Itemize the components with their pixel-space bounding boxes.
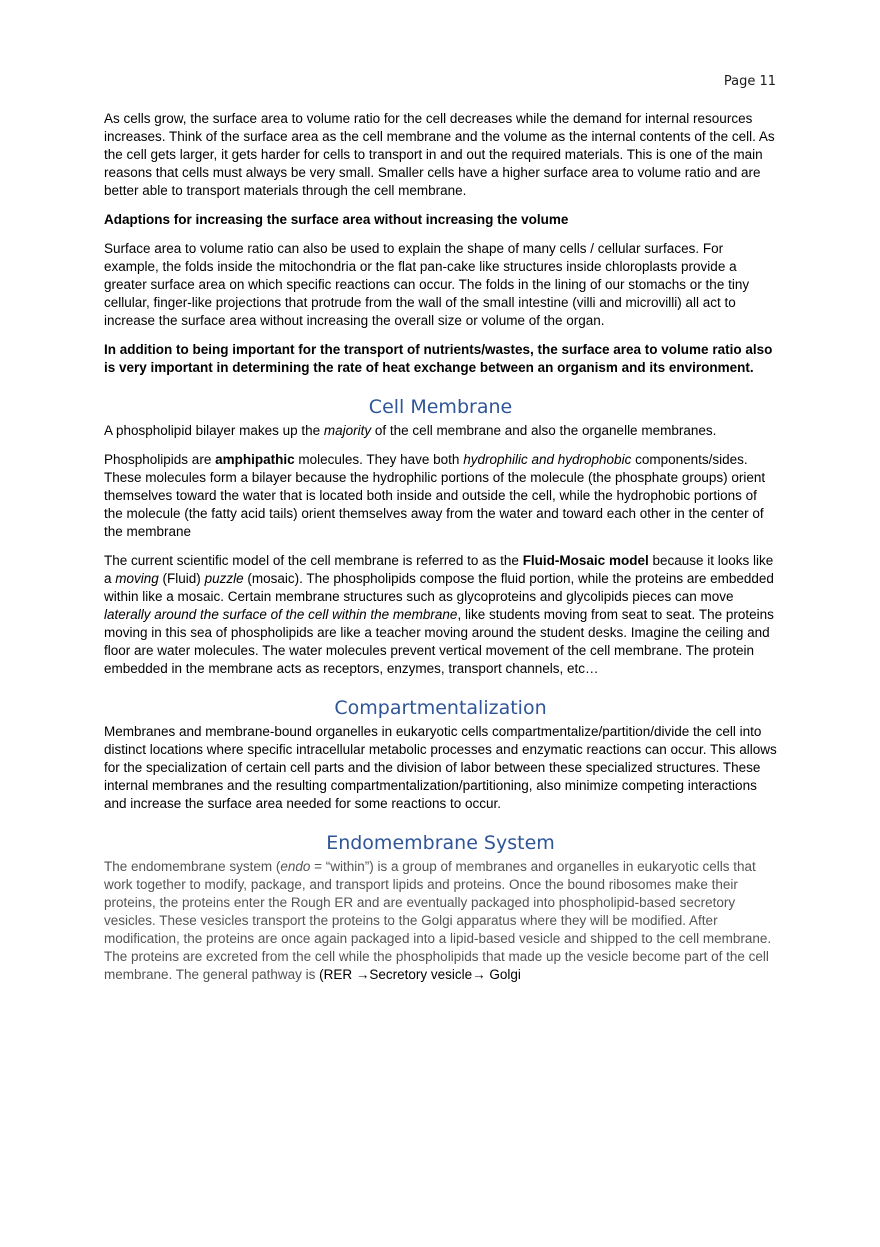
cell-membrane-title: Cell Membrane — [368, 396, 513, 418]
emphasis-majority: majority — [323, 423, 372, 438]
text-run: The current scientific model of the cell membrane is referred to as the — [104, 553, 523, 568]
text-run: = “within”) is a group of membranes and organelles in eukaryotic cells that work together to modify, package, and transport lipids and proteins. Once the bound ribosomes make their proteins, the proteins enter the Rough ER and are eventually packaged into phospholipid-based secretory vesicles. These vesicles transport the proteins to the Golgi apparatus where they will be modified. After modification, the proteins are once again packaged into a lipid-based vesicle and shipped to the cell membrane. The proteins are excreted from the cell while the phospholipids that made up the vesicle become part of the cell membrane. The general pathway is — [104, 859, 772, 982]
text-run: The endomembrane system ( — [104, 859, 281, 874]
emphasis-laterally: laterally around the surface of the cell within the membrane — [104, 607, 458, 622]
endomembrane-paragraph — [104, 858, 777, 984]
heat-exchange-paragraph: In addition to being important for the transport of nutrients/wastes, the surface area to volume ratio also is very important in determining the rate of heat exchange between an organism and its environment. — [104, 342, 773, 375]
amphipathic-paragraph — [104, 451, 777, 541]
text-run: components/sides. These molecules form a bilayer because the hydrophilic portions of the molecule (the phosphate groups) orient themselves toward the water that is located both inside and outside the cell, while the hydrophobic portions of the molecule (the fatty acid tails) orient themselves away from the water and toward each other in the center of the membrane — [104, 452, 766, 539]
text-run: because it looks like a — [104, 553, 774, 586]
text-run: molecules. They have both — [294, 452, 464, 467]
compartmentalization-title: Compartmentalization — [334, 697, 547, 719]
text-run: A phospholipid bilayer makes up the — [104, 423, 324, 438]
emphasis-moving: moving — [115, 571, 159, 586]
endomembrane-section — [104, 858, 777, 984]
emphasis-endo: endo — [280, 859, 311, 874]
emphasis-hydrophilic-hydrophobic: hydrophilic and hydrophobic — [463, 452, 632, 467]
endomembrane-title: Endomembrane System — [326, 832, 555, 854]
compartmentalization-paragraph: Membranes and membrane-bound organelles in eukaryotic cells compartmentalize/partition/divide the cell into distinct locations where specific intracellular metabolic processes and enzymatic reactions can occur. This allows for the specialization of certain cell parts and the division of labor between these specialized structures. These internal membranes and the resulting compartmentalization/partitioning, also minimize competing interactions and increase the surface area needed for some reactions to occur. — [104, 724, 777, 811]
fluid-mosaic-paragraph — [104, 552, 777, 678]
term-amphipathic: amphipathic — [215, 452, 295, 467]
text-run: , like students moving from seat to seat. The proteins moving in this sea of phospholipids are like a teacher moving around the student desks. Imagine the ceiling and floor are water molecules. The water molecules prevent vertical movement of the cell membrane. The protein embedded in the membrane acts as receptors, enzymes, transport channels, etc… — [104, 607, 774, 676]
text-run: of the cell membrane and also the organelle membranes. — [371, 423, 717, 438]
page-number: Page 11 — [723, 74, 776, 89]
page-content — [104, 110, 777, 995]
term-fluid-mosaic: Fluid-Mosaic model — [522, 553, 649, 568]
intro-paragraph: As cells grow, the surface area to volume ratio for the cell decreases while the demand for internal resources increases. Think of the surface area as the cell membrane and the volume as the internal contents of the cell. As the cell gets larger, it gets harder for cells to transport in and out the required materials. This is one of the main reasons that cells must always be very small. Smaller cells have a higher surface area to volume ratio and are better able to transport materials through the cell membrane. — [104, 111, 775, 198]
pathway-text: (RER →Secretory vesicle→ Golgi — [319, 967, 521, 982]
text-run: (Fluid) — [158, 571, 205, 586]
bilayer-paragraph — [104, 422, 777, 440]
text-run: Phospholipids are — [104, 452, 216, 467]
text-run: (mosaic). The phospholipids compose the fluid portion, while the proteins are embedded within like a mosaic. Certain membrane structures such as glycoproteins and glycolipids pieces can move — [104, 571, 774, 604]
surface-area-paragraph: Surface area to volume ratio can also be used to explain the shape of many cells / cellular surfaces. For example, the folds inside the mitochondria or the flat pan-cake like structures inside chloroplasts provide a greater surface area on which specific reactions can occur. The folds in the lining of our stomachs or the tiny cellular, finger-like projections that protrude from the wall of the small intestine (villi and microvilli) all act to increase the surface area without increasing the overall size or volume of the organ. — [104, 241, 750, 328]
emphasis-puzzle: puzzle — [204, 571, 244, 586]
adaptions-heading: Adaptions for increasing the surface area without increasing the volume — [104, 212, 569, 227]
